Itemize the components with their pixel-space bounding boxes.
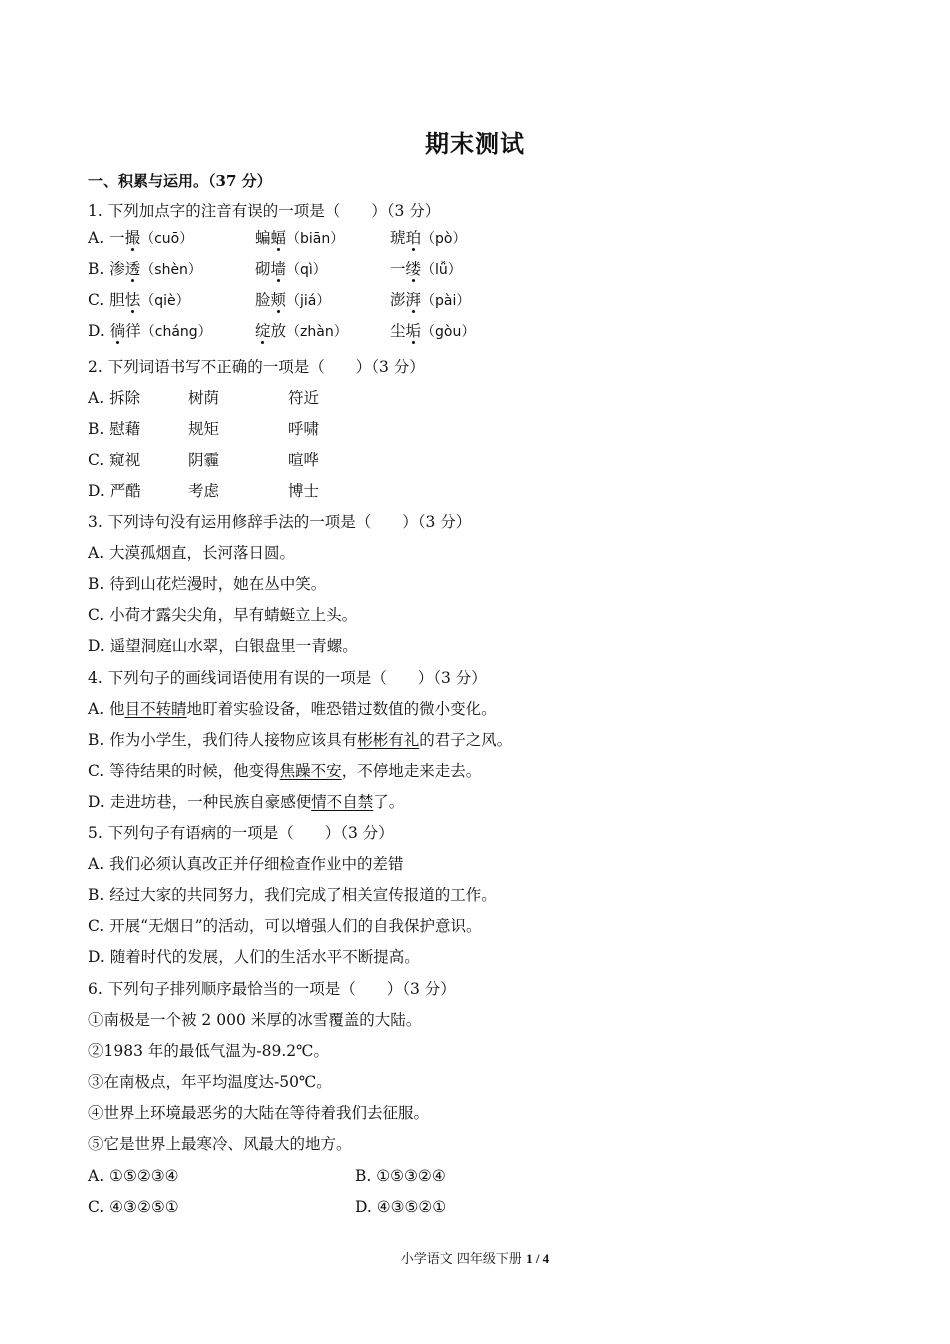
- sentence-item: ①南极是一个被 2 000 米厚的冰雪覆盖的大陆。: [88, 1011, 422, 1029]
- sentence-item: ④世界上环境最恶劣的大陆在等待着我们去征服。: [88, 1104, 430, 1122]
- word-char: 放: [270, 322, 287, 340]
- answer-option: [88, 761, 481, 781]
- option-label: B.: [88, 260, 110, 278]
- answer-option: [88, 699, 497, 719]
- dotted-char: 垢: [405, 322, 422, 340]
- pinyin: （qiè）: [140, 293, 190, 309]
- option-text: D. 走进坊巷，一种民族自豪感便: [88, 793, 312, 811]
- underlined-word: 彬彬有礼: [357, 731, 420, 749]
- option-text: 的君子之风。: [419, 731, 513, 749]
- pinyin-option: [88, 290, 190, 311]
- dotted-char: 撮: [124, 229, 141, 247]
- pinyin: （biān）: [286, 231, 345, 247]
- word: 规矩: [188, 420, 220, 438]
- dotted-char: 墙: [270, 260, 287, 278]
- pinyin: （shèn）: [140, 262, 202, 278]
- question-stem: 4. 下列句子的画线词语使用有误的一项是（ ）（3 分）: [88, 669, 487, 687]
- pinyin-option: [390, 321, 475, 342]
- dotted-char: 徜: [109, 322, 126, 340]
- pinyin: （pài）: [421, 293, 471, 309]
- word: 阴霾: [188, 451, 220, 469]
- question-stem: 1. 下列加点字的注音有误的一项是（ ）（3 分）: [88, 202, 441, 220]
- word-option: [188, 481, 219, 501]
- word: 呼啸: [288, 420, 320, 438]
- answer-option: A. ①⑤②③④: [88, 1167, 179, 1185]
- word-option: [188, 450, 219, 470]
- word-option: [88, 388, 140, 408]
- word-char: 胆: [109, 291, 125, 309]
- word: 严酷: [109, 482, 141, 500]
- word: 喧哗: [288, 451, 320, 469]
- word-option: [188, 388, 219, 408]
- word: 窥视: [109, 451, 141, 469]
- question-stem: 5. 下列句子有语病的一项是（ ）（3 分）: [88, 824, 394, 842]
- question-stem: 3. 下列诗句没有运用修辞手法的一项是（ ）（3 分）: [88, 513, 472, 531]
- pinyin-option: [255, 321, 348, 342]
- answer-option: D. 遥望洞庭山水翠，白银盘里一青螺。: [88, 637, 358, 655]
- pinyin: （lǚ）: [421, 262, 462, 278]
- pinyin: （zhàn）: [286, 324, 348, 340]
- pinyin-option: [255, 228, 344, 249]
- footer-text: 小学语文 四年级下册: [400, 1252, 527, 1267]
- answer-option: C. 小荷才露尖尖角，早有蜻蜓立上头。: [88, 606, 358, 624]
- word: 符近: [288, 389, 320, 407]
- option-text: 地盯着实验设备，唯恐错过数值的微小变化。: [186, 700, 497, 718]
- sentence-item: ③在南极点，年平均温度达-50℃。: [88, 1073, 332, 1091]
- answer-option: A. 大漠孤烟直，长河落日圆。: [88, 544, 296, 562]
- pinyin-option: [88, 228, 193, 249]
- word-option: [88, 450, 140, 470]
- pinyin-option: [390, 228, 466, 249]
- underlined-word: 目不转睛: [124, 700, 187, 718]
- pinyin: （jiá）: [286, 293, 331, 309]
- option-label: A.: [88, 389, 110, 407]
- word-option: [288, 481, 319, 501]
- answer-option: [88, 730, 512, 750]
- page-number: 1 / 4: [526, 1251, 550, 1266]
- pinyin: （gòu）: [421, 324, 476, 340]
- word-char: 澎: [390, 291, 406, 309]
- word-char: 渗: [109, 260, 125, 278]
- answer-option: A. 我们必须认真改正并仔细检查作业中的差错: [88, 855, 404, 873]
- option-text: C. 等待结果的时候，他变得: [88, 762, 280, 780]
- answer-option: C. ④③②⑤①: [88, 1198, 179, 1216]
- option-label: D.: [88, 322, 110, 340]
- word-char: 蝙: [255, 229, 271, 247]
- option-label: C.: [88, 291, 110, 309]
- section-heading: 一、积累与运用。（37 分）: [88, 172, 272, 190]
- word: 拆除: [109, 389, 141, 407]
- answer-option: B. 经过大家的共同努力，我们完成了相关宣传报道的工作。: [88, 886, 497, 904]
- question-stem: 2. 下列词语书写不正确的一项是（ ）（3 分）: [88, 358, 425, 376]
- option-text: 了。: [373, 793, 405, 811]
- pinyin-option: [255, 290, 330, 311]
- question-stem: 6. 下列句子排列顺序最恰当的一项是（ ）（3 分）: [88, 980, 456, 998]
- option-label: D.: [88, 482, 110, 500]
- option-label: C.: [88, 451, 110, 469]
- word-option: [288, 388, 319, 408]
- pinyin: （cuō）: [140, 231, 194, 247]
- sentence-item: ⑤它是世界上最寒冷、风最大的地方。: [88, 1135, 352, 1153]
- page-footer: [0, 1248, 950, 1267]
- word: 树荫: [188, 389, 220, 407]
- pinyin-option: [390, 259, 462, 280]
- pinyin-option: [255, 259, 327, 280]
- page-title: 期末测试: [425, 129, 525, 158]
- word-char: 尘: [390, 322, 406, 340]
- word-char: 一: [109, 229, 125, 247]
- pinyin-option: [390, 290, 470, 311]
- answer-option: [88, 792, 404, 812]
- answer-option: B. 待到山花烂漫时，她在丛中笑。: [88, 575, 327, 593]
- option-text: ，不停地走来走去。: [341, 762, 482, 780]
- option-text: A. 他: [88, 700, 125, 718]
- dotted-char: 珀: [405, 229, 422, 247]
- word: 考虑: [188, 482, 220, 500]
- word-char: 砌: [255, 260, 271, 278]
- underlined-word: 情不自禁: [311, 793, 374, 811]
- pinyin: （pò）: [421, 231, 467, 247]
- answer-option: B. ①⑤③②④: [355, 1167, 446, 1185]
- answer-option: D. ④③⑤②①: [355, 1198, 447, 1216]
- sentence-item: ②1983 年的最低气温为-89.2℃。: [88, 1042, 329, 1060]
- answer-option: D. 随着时代的发展，人们的生活水平不断提高。: [88, 948, 420, 966]
- option-label: B.: [88, 420, 110, 438]
- word-option: [188, 419, 219, 439]
- word-char: 琥: [390, 229, 406, 247]
- dotted-char: 绽: [255, 322, 271, 340]
- underlined-word: 焦躁不安: [279, 762, 342, 780]
- word-char: 脸: [255, 291, 271, 309]
- dotted-char: 缕: [405, 260, 422, 278]
- word-option: [288, 419, 319, 439]
- word-option: [88, 419, 140, 439]
- dotted-char: 怯: [124, 291, 141, 309]
- dotted-char: 蝠: [270, 229, 287, 247]
- pinyin-option: [88, 259, 202, 280]
- dotted-char: 湃: [405, 291, 422, 309]
- option-label: A.: [88, 229, 110, 247]
- word-option: [88, 481, 141, 501]
- pinyin: （cháng）: [140, 324, 212, 340]
- dotted-char: 透: [124, 260, 141, 278]
- word-char: 一: [390, 260, 406, 278]
- word: 慰藉: [109, 420, 141, 438]
- word-char: 徉: [125, 322, 141, 340]
- word: 博士: [288, 482, 320, 500]
- option-text: B. 作为小学生，我们待人接物应该具有: [88, 731, 358, 749]
- word-option: [288, 450, 319, 470]
- pinyin: （qì）: [286, 262, 327, 278]
- answer-option: C. 开展“无烟日”的活动，可以增强人们的自我保护意识。: [88, 917, 482, 935]
- pinyin-option: [88, 321, 212, 342]
- dotted-char: 颊: [270, 291, 287, 309]
